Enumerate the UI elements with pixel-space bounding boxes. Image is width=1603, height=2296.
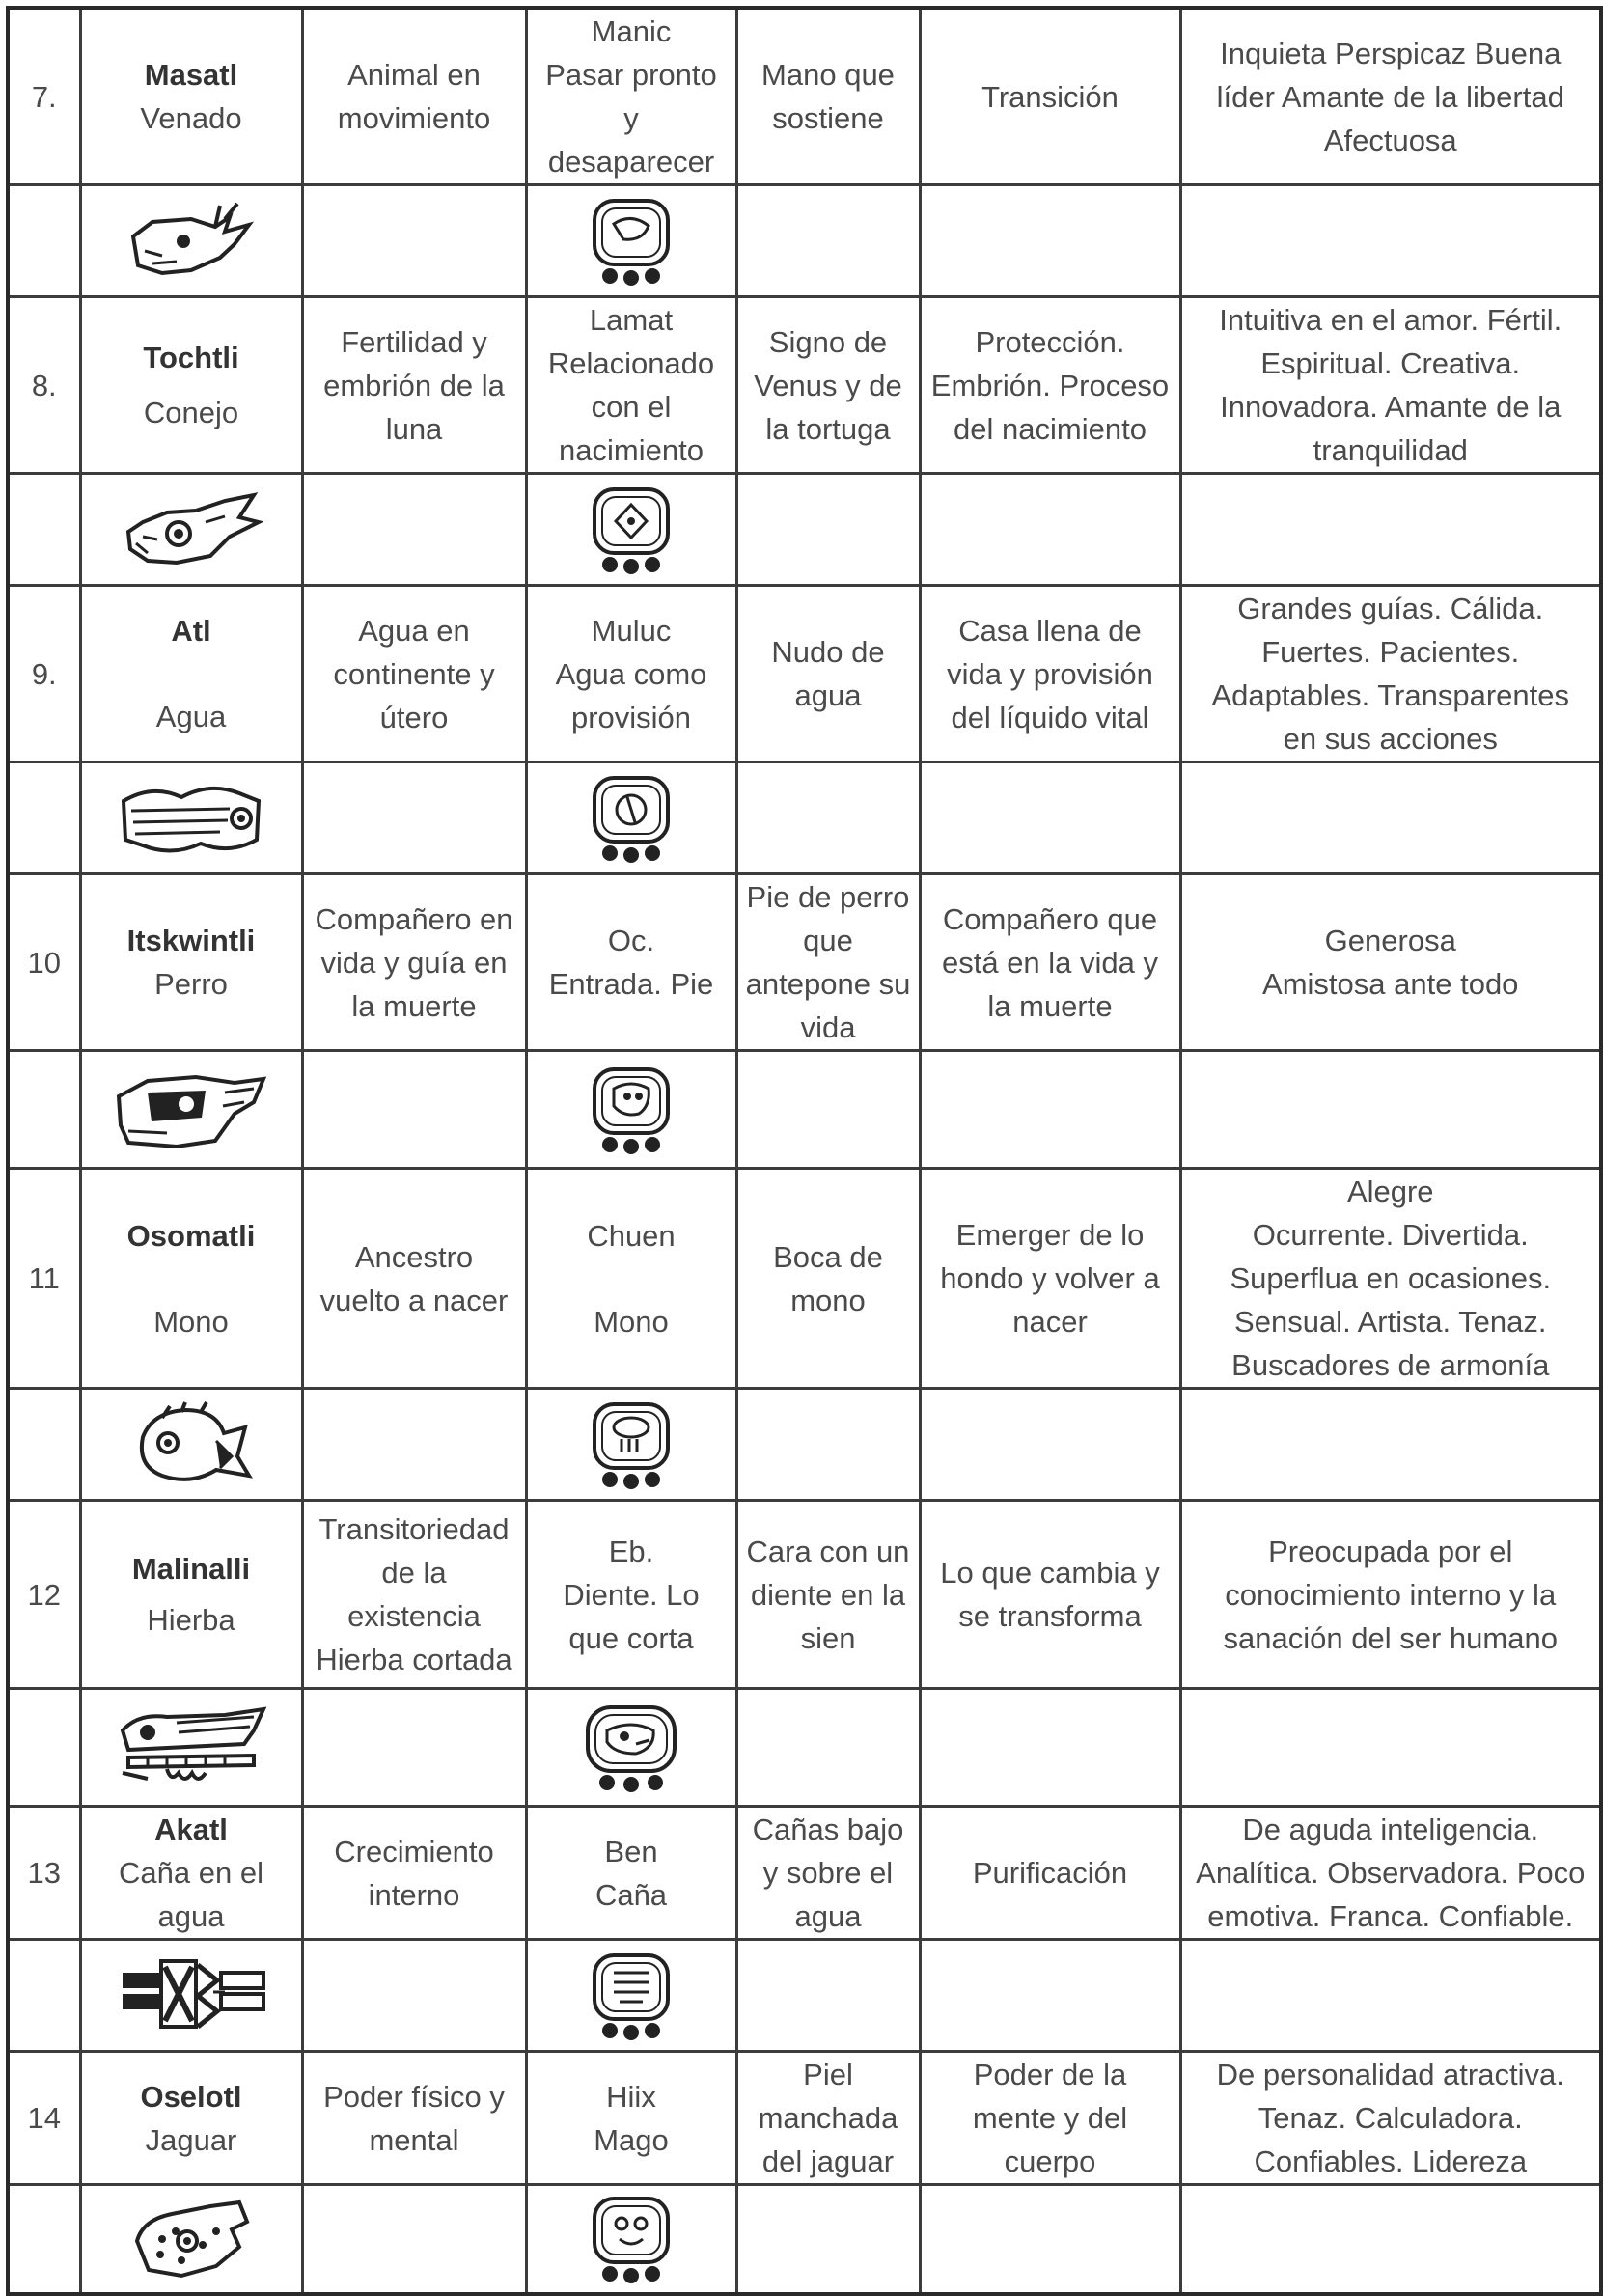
day-number: 10 [8,874,80,1051]
table-row [8,1501,1601,1689]
traits-line: Adaptables. Transparentes [1211,678,1570,712]
traits-line: líder Amante de la libertad [1216,79,1564,114]
glyph-row [8,474,1601,586]
traits-line: De personalidad atractiva. [1216,2058,1564,2091]
day-name-cell [80,874,302,1051]
day-name: Masatl [144,58,238,92]
sign-cell: Cara con un diente en la sien [736,1501,920,1689]
maya-cell [526,2052,736,2185]
reed-icon [109,1950,273,2042]
maya-cell [526,1501,736,1689]
day-name-cell [80,297,302,474]
traits-line: De aguda inteligencia. [1242,1812,1539,1846]
traits-line: Preocupada por el [1268,1534,1513,1568]
traits-cell [1180,8,1601,185]
day-number: 14 [8,2052,80,2185]
traits-line: Inquieta Perspicaz Buena [1220,36,1562,70]
maya-glyph-cell [526,762,736,874]
glyph-row [8,2185,1601,2294]
maya-glyph-cell [526,1689,736,1807]
day-sign-cartouche-icon [585,2193,677,2285]
aztec-glyph-cell [80,1051,302,1169]
aztec-glyph-cell [80,185,302,297]
day-sign-cartouche-icon [585,195,677,288]
concept-cell: Purificación [920,1807,1180,1940]
day-number: 8. [8,297,80,474]
day-name: Akatl [154,1812,228,1846]
traits-line: Analítica. Observadora. Poco [1196,1856,1586,1890]
traits-cell [1180,1807,1601,1940]
maya-line: Diente. Lo [563,1577,700,1612]
maya-line: Oc. [607,924,655,957]
glyph-row [8,185,1601,297]
day-sign-cartouche-icon [578,1701,684,1794]
table-row [8,8,1601,185]
table-row [8,1807,1601,1940]
maya-line: que corta [568,1620,694,1655]
traits-line: Fuertes. Pacientes. [1261,635,1520,669]
traits-cell [1180,586,1601,762]
day-sign-cartouche-icon [585,1064,677,1156]
day-name: Oselotl [140,2079,242,2114]
concept-cell: Transición [920,8,1180,185]
aspect-cell: Poder físico y mental [302,2052,526,2185]
day-name-cell [80,586,302,762]
table-row [8,297,1601,474]
glyph-row [8,1689,1601,1807]
day-number: 7. [8,8,80,185]
day-name-cell [80,1169,302,1389]
traits-cell [1180,1501,1601,1689]
sign-cell: Cañas bajo y sobre el agua [736,1807,920,1940]
maya-line: Lamat [589,303,674,337]
traits-line: tranquilidad [1313,433,1468,467]
rabbit-head-icon [119,484,263,576]
maya-line: Eb. [608,1534,654,1568]
glyph-row [8,1051,1601,1169]
glyph-row [8,762,1601,874]
day-name: Malinalli [131,1552,251,1586]
traits-cell [1180,297,1601,474]
maya-line: Pasar pronto [545,58,717,92]
concept-cell: Lo que cambia y se transforma [920,1501,1180,1689]
maya-line: Relacionado [547,346,715,380]
day-sign-cartouche-icon [585,1398,677,1491]
traits-cell [1180,874,1601,1051]
day-name: Atl [171,614,211,648]
day-meaning: Conejo [143,396,239,429]
aspect-cell: Animal en movimiento [302,8,526,185]
day-meaning: Agua [155,700,227,733]
traits-line: Innovadora. Amante de la [1220,390,1562,424]
traits-cell [1180,2052,1601,2185]
maya-glyph-cell [526,2185,736,2294]
table-row [8,1169,1601,1389]
aspect-cell: Compañero en vida y guía en la muerte [302,874,526,1051]
aspect-cell: Crecimiento interno [302,1807,526,1940]
table-row [8,586,1601,762]
traits-line: Amistosa ante todo [1262,967,1519,1001]
sign-cell: Piel manchada del jaguar [736,2052,920,2185]
maya-glyph-cell [526,474,736,586]
day-name: Itskwintli [126,924,256,957]
traits-line: emotiva. Franca. Confiable. [1207,1899,1574,1933]
maya-glyph-cell [526,1051,736,1169]
maya-line: y [623,101,639,135]
aztec-glyph-cell [80,2185,302,2294]
maya-cell [526,1807,736,1940]
sign-cell: Mano que sostiene [736,8,920,185]
traits-line: Superflua en ocasiones. [1230,1261,1552,1295]
day-sign-cartouche-icon [585,1950,677,2042]
concept-cell: Poder de la mente y del cuerpo [920,2052,1180,2185]
day-name-cell [80,2052,302,2185]
day-sign-cartouche-icon [585,484,677,576]
traits-line: Tenaz. Calculadora. [1258,2101,1523,2135]
day-meaning: Hierba [147,1603,235,1637]
maya-line: Entrada. Pie [548,967,714,1001]
traits-line: Grandes guías. Cálida. [1237,592,1544,625]
maya-glyph-cell [526,1940,736,2052]
aztec-glyph-cell [80,474,302,586]
aspect-cell: Ancestro vuelto a nacer [302,1169,526,1389]
concept-cell: Compañero que está en la vida y la muerte [920,874,1180,1051]
jaguar-head-icon [124,2193,259,2285]
maya-line: Manic [591,14,672,48]
traits-line: Afectuosa [1323,123,1457,157]
sign-cell: Pie de perro que antepone su vida [736,874,920,1051]
day-number: 13 [8,1807,80,1940]
concept-cell: Casa llena de vida y provisión del líquido vital [920,586,1180,762]
maya-glyph-cell [526,1389,736,1501]
aspect-cell: Agua en continente y útero [302,586,526,762]
day-meaning: Perro [154,967,228,1001]
maya-line: Hiix [606,2079,656,2114]
glyph-row [8,1389,1601,1501]
maya-line: Mago [594,2122,669,2157]
monkey-head-icon [124,1398,259,1491]
traits-line: Intuitiva en el amor. Fértil. [1219,303,1562,337]
grass-icon [109,1701,273,1794]
traits-line: Alegre [1346,1175,1434,1208]
traits-line: Confiables. Lidereza [1254,2144,1528,2178]
day-name-cell [80,1501,302,1689]
traits-line: sanación del ser humano [1223,1620,1558,1655]
day-number: 9. [8,586,80,762]
dog-head-icon [109,1064,273,1156]
aztec-glyph-cell [80,1689,302,1807]
maya-line: Muluc [591,613,672,648]
maya-line: Caña [594,1877,668,1912]
day-number: 11 [8,1169,80,1389]
sign-cell: Boca de mono [736,1169,920,1389]
sign-cell: Signo de Venus y de la tortuga [736,297,920,474]
maya-line: con el [591,390,672,424]
day-number: 12 [8,1501,80,1689]
day-meaning: Mono [153,1304,229,1339]
traits-line: Generosa [1324,924,1456,957]
day-signs-table [6,6,1603,2296]
day-meaning: Caña en el agua [119,1856,263,1933]
maya-line: Ben [604,1834,658,1868]
maya-line: Chuen [587,1218,676,1253]
day-meaning: Jaguar [145,2122,237,2157]
maya-line: nacimiento [559,433,704,467]
glyph-row [8,1940,1601,2052]
maya-line: Mono [594,1304,669,1339]
day-name-cell [80,1807,302,1940]
aztec-glyph-cell [80,1940,302,2052]
traits-line: conocimiento interno y la [1225,1577,1557,1612]
aztec-glyph-cell [80,762,302,874]
maya-cell [526,874,736,1051]
traits-line: Espiritual. Creativa. [1260,346,1521,380]
traits-line: Sensual. Artista. Tenaz. [1234,1305,1547,1339]
maya-line: desaparecer [547,145,715,179]
traits-line: en sus acciones [1283,722,1498,756]
water-icon [114,772,268,865]
day-name: Osomatli [126,1218,256,1253]
day-sign-cartouche-icon [585,772,677,865]
table-row [8,874,1601,1051]
day-name: Tochtli [143,341,239,374]
day-meaning: Venado [140,101,242,135]
maya-cell [526,297,736,474]
deer-head-icon [124,198,259,285]
sign-cell: Nudo de agua [736,586,920,762]
aspect-cell: Fertilidad y embrión de la luna [302,297,526,474]
traits-line: Buscadores de armonía [1231,1348,1550,1382]
maya-cell [526,8,736,185]
traits-cell [1180,1169,1601,1389]
day-name-cell [80,8,302,185]
aztec-glyph-cell [80,1389,302,1501]
maya-cell [526,586,736,762]
maya-glyph-cell [526,185,736,297]
concept-cell: Protección. Embrión. Proceso del nacimiento [920,297,1180,474]
table-row [8,2052,1601,2185]
maya-line: provisión [570,700,692,734]
maya-line: Agua como [555,656,707,691]
aspect-cell: Transitoriedad de la existencia Hierba cortada [302,1501,526,1689]
concept-cell: Emerger de lo hondo y volver a nacer [920,1169,1180,1389]
traits-line: Ocurrente. Divertida. [1252,1218,1529,1252]
maya-cell [526,1169,736,1389]
